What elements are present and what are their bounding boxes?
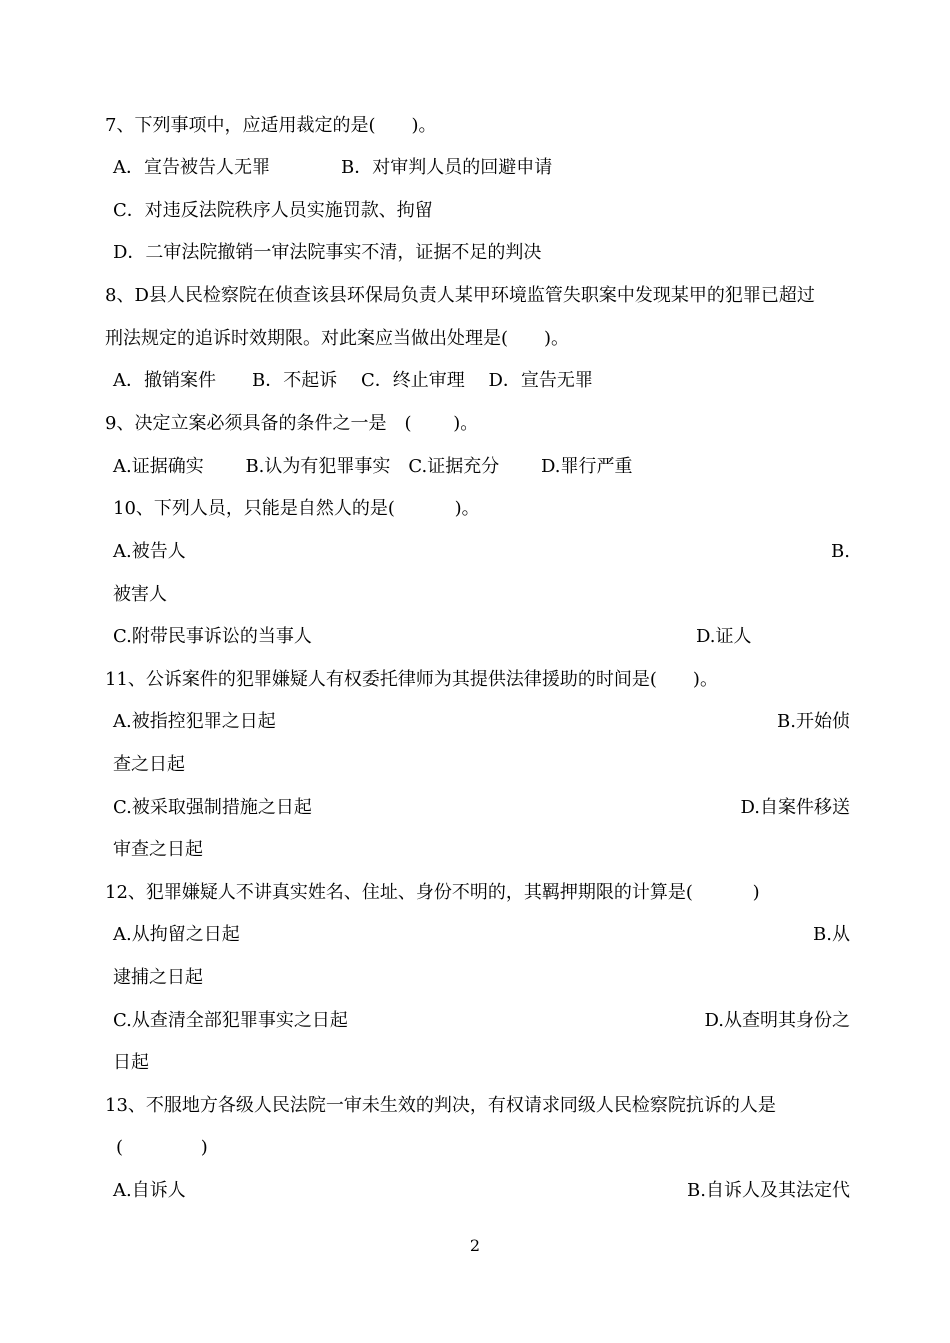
question-13-option-b-start: B.自诉人及其法定代 [687, 1180, 850, 1201]
question-7-stem: 7、下列事项中，应适用裁定的是( )。 [105, 115, 437, 136]
question-11-option-d-start: D.自案件移送 [740, 797, 850, 818]
question-8-options: A．撤销案件 B．不起诉 C．终止审理 D．宣告无罪 [113, 370, 593, 391]
question-12-option-b-end: 逮捕之日起 [113, 967, 203, 988]
question-11-option-d-end: 审查之日起 [113, 839, 203, 860]
question-9-options: A.证据确实 B.认为有犯罪事实 C.证据充分 D.罪行严重 [113, 456, 633, 477]
question-7-option-d: D．二审法院撤销一审法院事实不清，证据不足的判决 [113, 242, 542, 263]
question-12-option-b-start: B.从 [813, 924, 850, 945]
question-10-option-a: A.被告人 [113, 541, 186, 562]
question-10-option-c: C.附带民事诉讼的当事人 [113, 626, 312, 647]
question-12-stem: 12、犯罪嫌疑人不讲真实姓名、住址、身份不明的，其羁押期限的计算是( ) [105, 882, 760, 903]
question-12-option-c: C.从查清全部犯罪事实之日起 [113, 1010, 348, 1031]
question-7-option-a: A．宣告被告人无罪 [113, 157, 270, 178]
question-13-stem-line-2: ( ) [116, 1137, 208, 1158]
question-12-option-d-start: D.从查明其身份之 [704, 1010, 850, 1031]
page-number: 2 [469, 1236, 481, 1255]
question-7-option-b: B．对审判人员的回避申请 [341, 157, 553, 178]
question-13-stem-line-1: 13、不服地方各级人民法院一审未生效的判决，有权请求同级人民检察院抗诉的人是 [105, 1095, 776, 1116]
question-10-stem: 10、下列人员，只能是自然人的是( )。 [113, 498, 480, 519]
question-11-stem: 11、公诉案件的犯罪嫌疑人有权委托律师为其提供法律援助的时间是( )。 [105, 669, 718, 690]
question-11-option-b-start: B.开始侦 [777, 711, 850, 732]
question-11-option-b-end: 查之日起 [113, 754, 185, 775]
question-8-stem-line-2: 刑法规定的追诉时效期限。对此案应当做出处理是( )。 [105, 328, 570, 349]
question-13-option-a: A.自诉人 [113, 1180, 186, 1201]
question-11-option-c: C.被采取强制措施之日起 [113, 797, 312, 818]
question-9-stem: 9、决定立案必须具备的条件之一是 ( )。 [105, 413, 479, 434]
question-10-option-d: D.证人 [696, 626, 752, 647]
question-7-option-c: C．对违反法院秩序人员实施罚款、拘留 [113, 200, 433, 221]
question-11-option-a: A.被指控犯罪之日起 [113, 711, 276, 732]
question-10-option-b-end: 被害人 [113, 584, 167, 605]
question-12-option-d-end: 日起 [113, 1052, 149, 1073]
question-10-option-b-start: B. [831, 541, 850, 562]
question-12-option-a: A.从拘留之日起 [113, 924, 240, 945]
question-8-stem-line-1: 8、D县人民检察院在侦查该县环保局负责人某甲环境监管失职案中发现某甲的犯罪已超过 [105, 285, 815, 306]
